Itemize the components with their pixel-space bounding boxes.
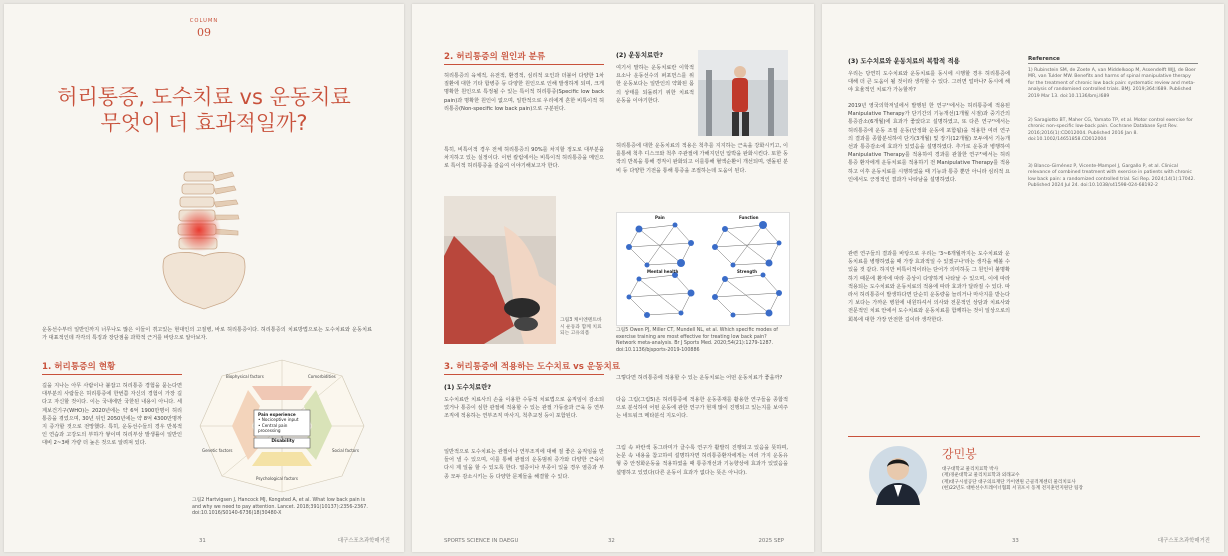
column-label: COLUMN [189, 18, 219, 24]
page-number: 32 [608, 538, 615, 544]
intro-text: 운동선수부터 일반인까지 너무나도 많은 이들이 겪고있는 현대인의 고질병, 바로 허리통증이다. 허리통증의 치료방법으로는 도수치료와 운동치료가 대표적인데 각각의 특징과 장단점을 과학적 근거를 바탕으로 알아보자. [42, 327, 372, 342]
figure-3-caption: 그림3 케이엔텐트바시 운동과 함께 치료되는 고유의폼 [560, 318, 602, 337]
subsection-2-heading: (2) 운동치료란? [616, 51, 664, 59]
section-3-heading: 3. 허리통증에 적용하는 도수치료 vs 운동치료 [444, 362, 621, 372]
section-1-rule [42, 374, 182, 375]
exercise-body-b: 다음 그림(그림5)은 허리통증에 적용한 운동종재를 활용한 연구들을 종합적으로 분석하여 어떤 운동에 관한 연구가 현재 많이 진행되고 있는지를 보여주는 네트워크 메타분석 지도이다. [616, 397, 788, 420]
page-31 [4, 4, 404, 552]
page-33 [822, 4, 1224, 552]
author-bio-line-2: (재)경운대학교 물리치료학과 외래교수 [942, 473, 1020, 479]
subsection-2-body-b: 허리통증에 대한 운동치료의 적용은 척추를 지지하는 근육을 강화시키고, 이를통해 척추 디스크와 척추 주관절에 가해지던던 압박을 완화시킨다. 또한 동작의 반복을 통해 경직이 완화되고 이를통해 혈액순환이 개선되며, 엔돌핀 분비 등 다양한 기전을 통해 통증을 조절하는데 도움이 된다. [616, 143, 788, 174]
section-3-rule [444, 374, 604, 375]
figure-2-center [258, 412, 308, 434]
figure-2-caption: 그림2 Hartvigsen J, Hancock MJ, Kongsted A, et al. What low back pain is and why we need to pay attention. Lancet. 2018;391(10137):2356-2367. doi:10.1016/S0140-6736(18)30480-X [192, 498, 368, 517]
subsection-3-heading: (3) 도수치료와 운동치료의 복합적 적용 [848, 57, 960, 65]
section-2-body-a: 허리통증의 육체적, 유전적, 환경적, 심리적 요인과 더불어 다양한 1차 질환에 대한 기타 합병증 등 다양한 원인으로 인해 발생하게 되며, 크게 명확한 원인으로 특정될 수 있는 특이적 허리통증(Specific low back pain)과 명확한 원인이 없으며, 일반적으로 우리에게 흔한 비특이적 허리통증(Non-specific low back pain)으로 구분된다. [444, 73, 604, 112]
fig-label-biophysical: Biophysical factors [226, 374, 264, 379]
net-label-strength: Strength [737, 269, 757, 274]
fig-label-genetic: Genetic factors [202, 448, 233, 453]
author-bio-line-3: (재)대구시설공단 대구의료재단 카이엔원 근골격계센터 물리치료사 [942, 479, 1076, 485]
reference-1: 1) Rubinstein SM, de Zoete A, van Middelkoop M, Assendelft WJJ, de Boer MR, van Tulder MW. Benefits and harms of spinal manipulative therapy for the treatment of chronic low back pain: systematic review and meta-analysis of randomised controlled trials. BMJ. 2019;364:l689. Published 2019 Mar 13. doi:10.1136/bmj.l689 [1028, 68, 1196, 99]
author-bio [942, 467, 1182, 493]
net-label-function: Function [739, 215, 759, 220]
exercise-question: 그렇다면 허리통증에 적용할 수 있는 운동치료는 어떤 운동치료가 좋을까? [616, 375, 783, 381]
page-number: 31 [199, 538, 206, 544]
fig-label-comorbidities: Comorbidities [308, 374, 336, 379]
spine-illustration [144, 164, 264, 314]
running-footer: 대구스포츠과학매거진 [337, 538, 390, 544]
page-32 [412, 4, 814, 552]
section-2-rule [444, 64, 604, 65]
fig-center-line-1: • Nociceptive input [258, 417, 299, 423]
page-number: 33 [1012, 538, 1019, 544]
subsection-3-body-c: 관련 연구들의 결과를 바탕으로 우리는 '3~6개월까지는 도수치료와 운동치료를 병행하였을 때 가장 효과적일 수 있겠구나'라는 생각을 해볼 수 있을 것 같다. 하지만 비특이적이라는 단어가 의미하듯 그 원인이 불명확하기 때문에 환자에 따라 증상이 다양하게 나타날 수 있으며, 이에 따라 적용되는 도수치료와 운동치료의 적용에 따라 효과가 달라질 수 있다. 따라서 허리통증이 발생하다면 단순히 운동량을 늘리거나 마사지를 받는다기 보다는 가까운 병원에 내원하셔서 의사와 전문적인 상담과 치료사와 전문적인 치료 안에서 도수치료와 운동치료를 함께하는 것이 일상으로의 회복에 대한 가장 안전한 길이라 생각한다. [848, 251, 1010, 323]
fig-label-social: Social factors [332, 448, 359, 453]
figure-5 [616, 212, 790, 326]
section-2-heading: 2. 허리통증의 원인과 분류 [444, 52, 546, 62]
fig-center-title: Pain experience [258, 412, 296, 417]
reference-title: Reference [1028, 56, 1198, 64]
reference-2: 2) Saragiotto BT, Maher CG, Yamato TP, et al. Motor control exercise for chronic non-specific low-back pain. Cochrane Database Syst Rev. 2016;2016(1):CD012004. Published 2016 Jan 8. doi:10.1002/14651858.CD012004 [1028, 118, 1193, 143]
net-label-pain: Pain [655, 215, 665, 220]
figure-2 [192, 356, 372, 496]
section-2-body-b: 특히, 비특이적 경우 전체 허리통증의 90%를 차지할 정도로 대부분을 차지하고 있는 실정이다. 이번 칼럼에서는 비특이적 허리통증을 메인으로 특이적 허리통증을 갈음여 이야기해보고자 한다. [444, 147, 604, 170]
fig-disability: Disability [271, 439, 295, 444]
subsection-3-body-b: 2019년 영국의학저널에서 발행된 한 연구¹⁾에서는 허리통증에 적용된 Manipulative Therapy가 단기간의 기능개선(1개월 시점)과 중기간의 통증감소(6개월)에 효과가 좋았다고 설명하였고, 또 다른 연구²⁾에서는 허리통증에 운동 조절 운동(안정화 운동에 포함됨)을 적용한 여러 연구의 결과를 종합분석하여 단기(3개월) 및 장기(12개월) 모두에서 기능개선과 통증감소에 효과가 있었음을 설명하였다. 추가로 운동과 병행하여 Manipulative Therapy를 적용하여 경과를 관찰한 연구³⁾에서는 허리통증 환자에게 운동치료를 적용하기 전 Manipulative Therapy를 적용하고 이후 운동치료를 시행하였을 때 기능과 통증 뿐만 아니라 심리적 요인에서도 긍정적인 결과가 나타남을 설명하였다. [848, 103, 1010, 183]
page-title [4, 84, 404, 136]
net-label-mental-health: Mental health [647, 269, 679, 274]
subsection-1-heading: (1) 도수치료란? [444, 383, 492, 391]
subsection-2-body-a: 여기서 말하는 운동치료란 이학적 요소나 운동선수의 퍼포먼스를 위한 운동보다는 일반인의 약화된 몸의 상태를 되돌려기 위한 치료적 운동을 이야기한다. [616, 65, 694, 104]
fig-label-psychological: Psychological factors [256, 476, 299, 481]
figure-5-caption: 그림5 Owen PJ, Miller CT, Mundell NL, et al. Which specific modes of exercise training are most effective for treating low back pain? Network meta-analysis. Br J Sports Med. 2020;54(21):1279-1287. doi:10.1136/bjsports-2019-100886 [616, 328, 778, 353]
subsection-1-body-b: 일반적으로 도수치료는 관절이나 연부조직에 대해 질 좋은 움직임을 만들어 낼 수 있으며, 이를 통해 관절의 운동범위 증가와 다양한 근육이 다시 제 일을 할 수 있도록 한다. 열증이나 부종이 있을 경우 염증과 부종 모두 감소시키는 등 다양한 문제들을 해결할 수 있다. [444, 449, 604, 480]
author-photo [868, 445, 928, 505]
footer-left: SPORTS SCIENCE IN DAEGU [444, 538, 519, 544]
subsection-3-body-a: 우리는 당연히 도수치료와 운동치료를 동시에 시행할 경우 허리통증에 대해 더 큰 도움이 될 것이라 생각할 수 있다. 그러면 얼마나? 동시에 해야 효율적인 치료가 가능할까? [848, 71, 1010, 94]
manual-therapy-photo [444, 196, 556, 344]
section-1-heading: 1. 허리통증의 현황 [42, 362, 116, 372]
author-box [848, 436, 1200, 513]
section-1-body: 길을 지나는 아무 사람이나 붙잡고 허리통증 경험을 묻는다면 대부분의 사람들은 허리통증에 한번쯤 자신의 경험이 가장 길다고 자신할 것이다. 이는 국내에만 국한된 내용이 아니다. 세계보건기구(WHO)는 2020년에는 약 6억 1900만명이 허리통증을 겪었으며, 30년 뒤인 2050년에는 약 8억 4300만명까지 증가할 것으로 전망했다. 특히, 운동선수들의 경우 반복적인 연습과 고강도의 부하가 쌓이며 허리부상 발생률이 일반인 대비 2~3배 가량 더 높은 것으로 알려져 있다. [42, 383, 182, 447]
exercise-body-c: 그림 속 파란색 동그라미가 클수록 연구가 활발히 진행되고 있음을 뜻하며, 논문 속 내용을 참고하여 설명하자면 허리통증환자에게는 여러 가지 운동유형 중 안정화운동을 적용하였을 때 통증개선과 기능향상에 효과가 있었음을 설명하고 있었다(다른 운동이 효과가 없다는 뜻은 아니다). [616, 445, 788, 476]
reference-3: 3) Blanco-Giménez P, Vicente-Mampel J, Gargallo P, et al. Clinical relevance of combined treatment with exercise in patients with chronic low back pain: a randomized controlled trial. Sci Rep. 2024;14(1):17042. Published 2024 Jul 24. doi:10.1038/s41598-024-68192-2 [1028, 164, 1196, 189]
running-footer: 대구스포츠과학매거진 [1157, 538, 1210, 544]
fig-center-line-2: • Central pain processing [258, 422, 288, 434]
title-line-1: 허리통증, 도수치료 vs 운동치료 [57, 85, 351, 109]
title-line-2: 무엇이 더 효과적일까? [100, 111, 308, 135]
author-name: 강민봉 [942, 447, 977, 461]
author-bio-line-4: (현)22년도 대한선수트레이너협회 서귀포시 동계 전지훈련지원단 팀장 [942, 486, 1083, 492]
subsection-1-body-a: 도수치료란 치료사의 손을 이용한 수동적 치료법으로 움직임이 감소되었거나 통증이 심한 관절에 적용할 수 있는 관절 가동술과 근육 등 연부조직에 적용하는 연부조직 마사지, 척추교정 등이 포함된다. [444, 397, 604, 420]
footer-right: 2025 SEP [758, 538, 784, 544]
column-number: 09 [197, 26, 211, 39]
exercise-photo [698, 50, 788, 136]
author-bio-line-1: 대구대학교 물리치료학 박사 [942, 467, 999, 472]
